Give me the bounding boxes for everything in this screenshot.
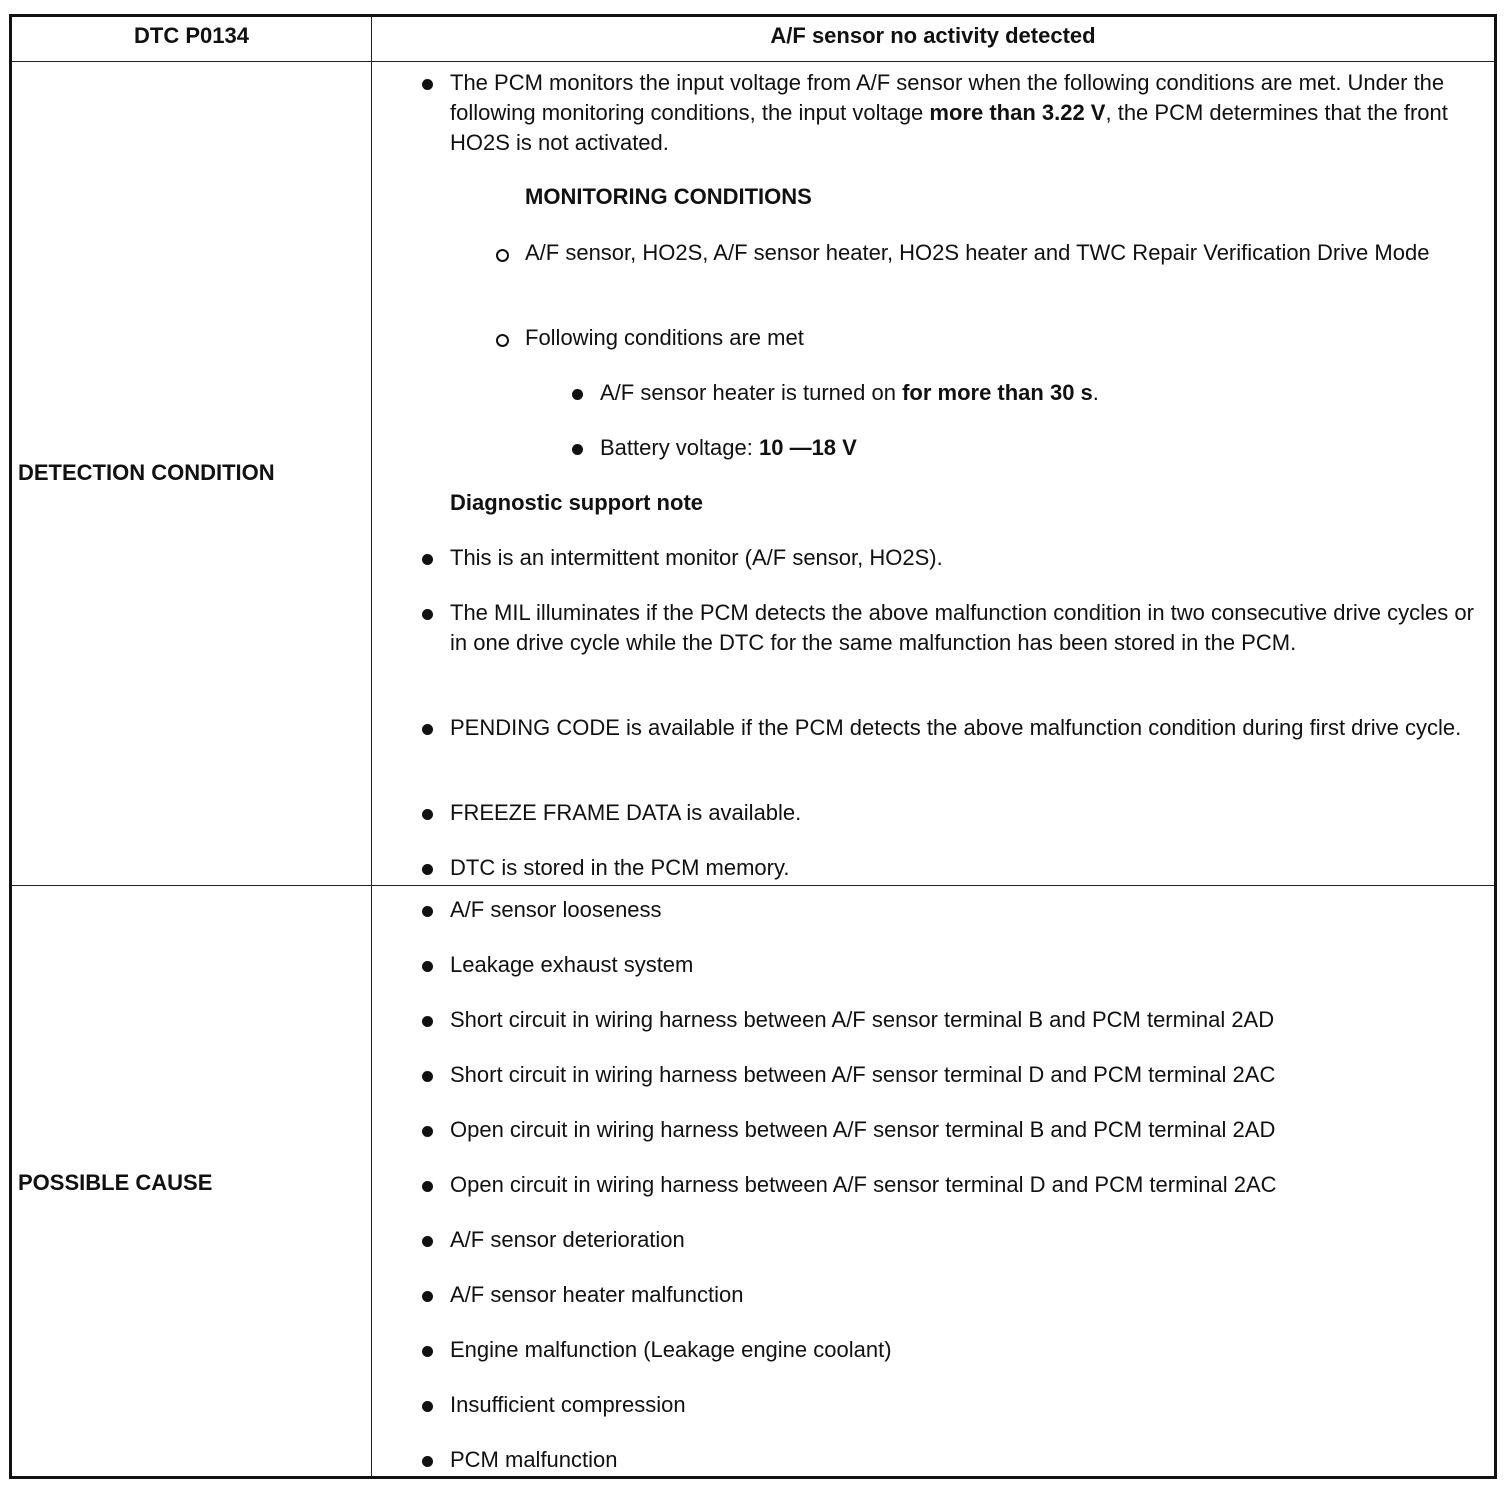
possible-cause-label: POSSIBLE CAUSE	[18, 1170, 213, 1195]
cause-item: Insufficient compression	[450, 1392, 686, 1417]
bullet-icon	[422, 1346, 433, 1357]
bullet-icon	[422, 1181, 433, 1192]
cause-item: Leakage exhaust system	[450, 952, 694, 977]
header-title: A/F sensor no activity detected	[770, 23, 1096, 48]
support-item: FREEZE FRAME DATA is available.	[450, 800, 802, 825]
diagnostic-support-heading: Diagnostic support note	[450, 490, 703, 515]
bullet-icon	[422, 809, 433, 820]
support-item: The MIL illuminates if the PCM detects the above malfunction condition in two consecutive drive cycles or in one drive cycle while the DTC for the same malfunction has been stored in the PCM.	[450, 600, 1474, 655]
column-divider	[371, 17, 372, 1476]
bullet-icon	[422, 554, 433, 565]
cause-item: A/F sensor deterioration	[450, 1227, 685, 1252]
detection-intro: The PCM monitors the input voltage from A/F sensor when the following conditions are met. Under the following monitoring conditions, the input voltage more than 3.22 V, the PCM determines that the front HO2S is not activated.	[450, 70, 1448, 155]
bullet-icon	[422, 1456, 433, 1467]
condition-item: A/F sensor heater is turned on for more than 30 s.	[600, 380, 1099, 405]
condition-item: Battery voltage: 10 —18 V	[600, 435, 857, 460]
bullet-icon	[422, 79, 433, 90]
bullet-icon	[422, 1291, 433, 1302]
row-divider	[12, 885, 1494, 886]
support-item: DTC is stored in the PCM memory.	[450, 855, 790, 880]
monitoring-conditions-heading: MONITORING CONDITIONS	[525, 184, 812, 209]
bullet-icon	[422, 1401, 433, 1412]
header-divider	[12, 61, 1494, 62]
bullet-icon	[572, 389, 583, 400]
bullet-icon	[422, 1236, 433, 1247]
cause-item: Engine malfunction (Leakage engine coolant)	[450, 1337, 892, 1362]
bullet-icon	[422, 906, 433, 917]
bullet-icon	[422, 1126, 433, 1137]
cause-item: Short circuit in wiring harness between A/F sensor terminal D and PCM terminal 2AC	[450, 1062, 1276, 1087]
cause-item: Open circuit in wiring harness between A/F sensor terminal D and PCM terminal 2AC	[450, 1172, 1277, 1197]
bullet-icon	[422, 1016, 433, 1027]
support-item: PENDING CODE is available if the PCM detects the above malfunction condition during first drive cycle.	[450, 715, 1462, 740]
monitoring-item: A/F sensor, HO2S, A/F sensor heater, HO2S heater and TWC Repair Verification Drive Mode	[525, 240, 1430, 265]
monitoring-item: Following conditions are met	[525, 325, 804, 350]
bullet-icon	[572, 444, 583, 455]
open-bullet-icon	[496, 249, 509, 262]
bullet-icon	[422, 864, 433, 875]
bullet-icon	[422, 724, 433, 735]
cause-item: Short circuit in wiring harness between A/F sensor terminal B and PCM terminal 2AD	[450, 1007, 1275, 1032]
support-item: This is an intermittent monitor (A/F sensor, HO2S).	[450, 545, 943, 570]
header-code: DTC P0134	[134, 23, 249, 48]
open-bullet-icon	[496, 334, 509, 347]
dtc-table	[9, 14, 1497, 1479]
bullet-icon	[422, 609, 433, 620]
cause-item: PCM malfunction	[450, 1447, 618, 1472]
cause-item: Open circuit in wiring harness between A/F sensor terminal B and PCM terminal 2AD	[450, 1117, 1276, 1142]
bullet-icon	[422, 961, 433, 972]
bullet-icon	[422, 1071, 433, 1082]
detection-condition-label: DETECTION CONDITION	[18, 460, 275, 485]
cause-item: A/F sensor heater malfunction	[450, 1282, 744, 1307]
cause-item: A/F sensor looseness	[450, 897, 662, 922]
